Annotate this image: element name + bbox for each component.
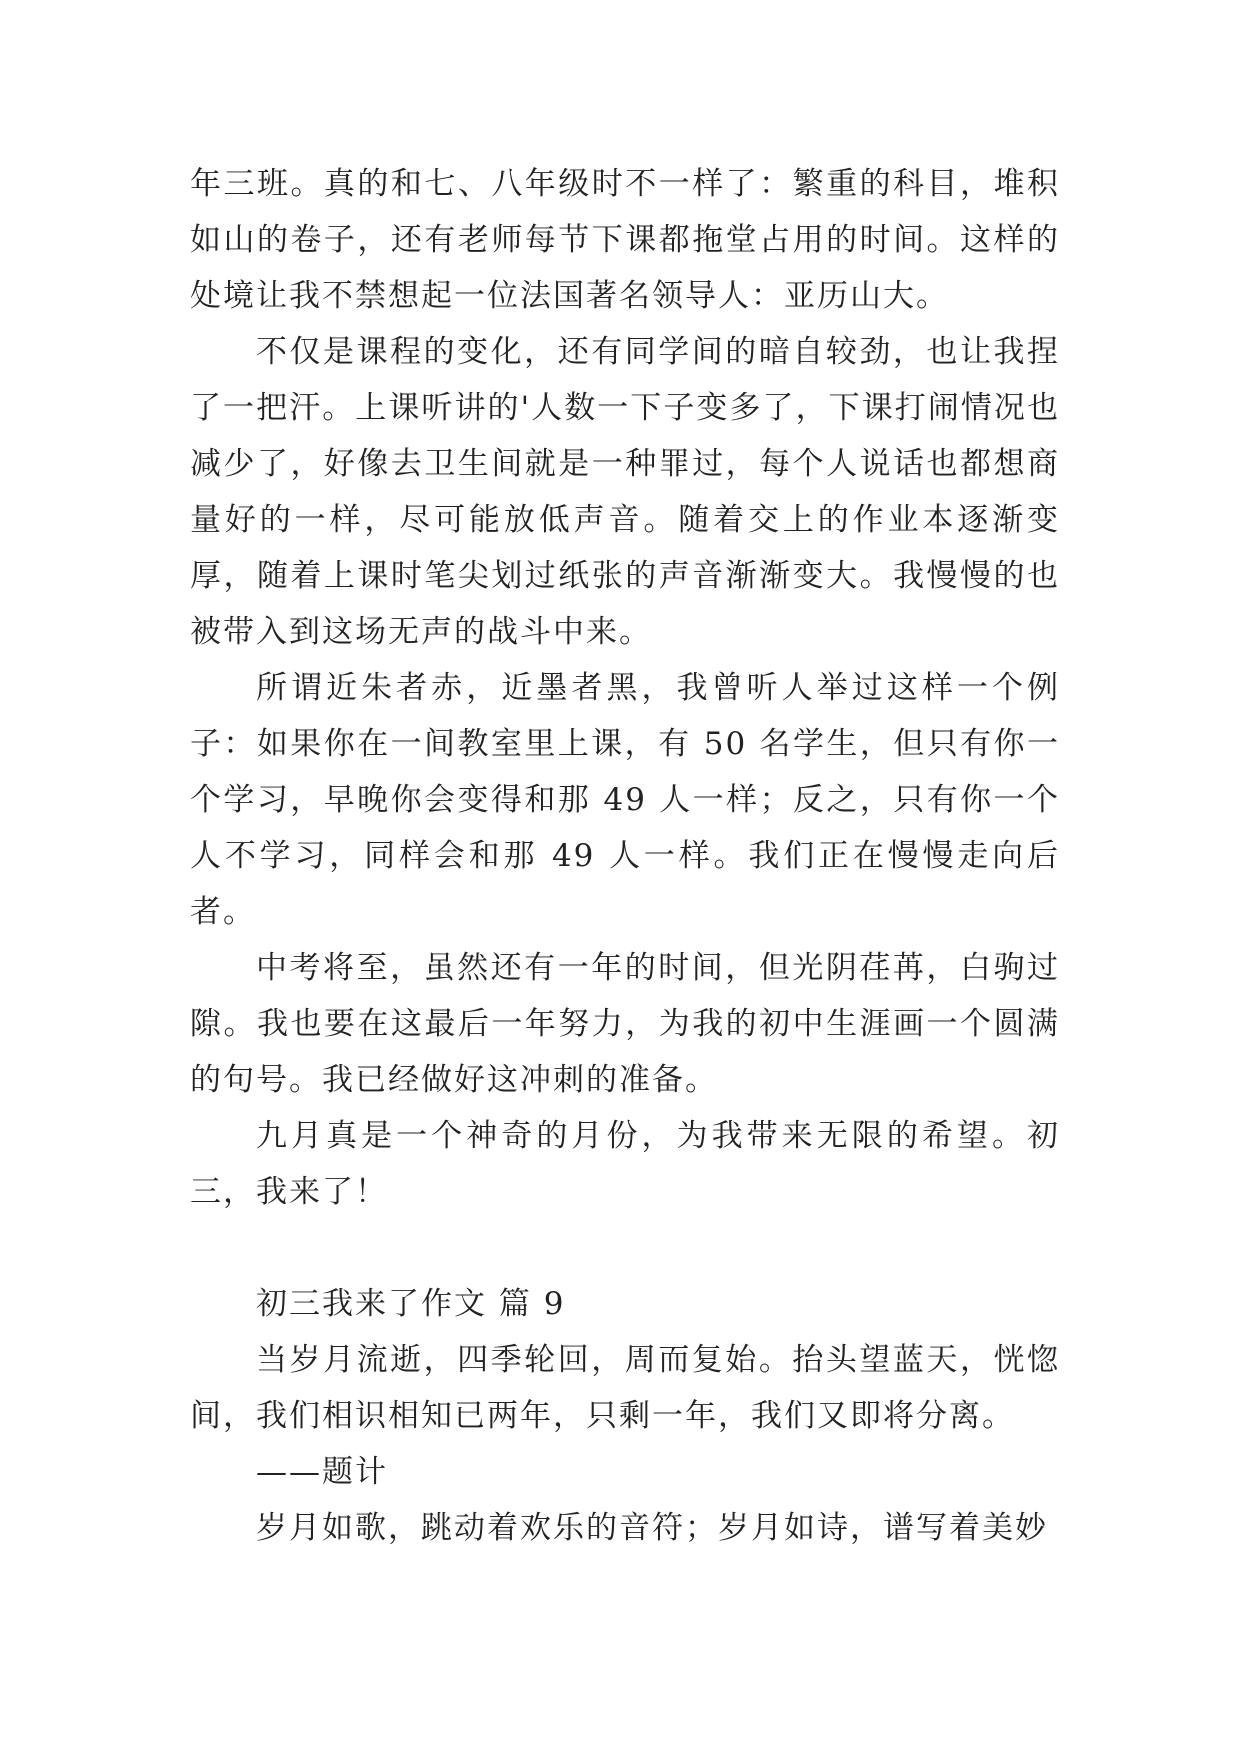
- paragraph-7: 岁月如歌，跳动着欢乐的音符；岁月如诗，谱写着美妙: [256, 1510, 1048, 1546]
- paragraph-5: 九月真是一个神奇的月份，为我带来无限的希望。初三，我来了！: [190, 1118, 1060, 1210]
- paragraph-4: 中考将至，虽然还有一年的时间，但光阴荏苒，白驹过隙。我也要在这最后一年努力，为我的初中生涯画一个圆满的句号。我已经做好这冲刺的准备。: [190, 950, 1060, 1098]
- paragraph-1: 年三班。真的和七、八年级时不一样了：繁重的科目，堆积如山的卷子，还有老师每节下课都拖堂占用的时间。这样的处境让我不禁想起一位法国著名领导人：亚历山大。: [190, 166, 1060, 314]
- paragraph-6: 当岁月流逝，四季轮回，周而复始。抬头望蓝天，恍惚间，我们相识相知已两年，只剩一年，我们又即将分离。: [190, 1342, 1060, 1434]
- section-title: 初三我来了作文 篇 9: [256, 1286, 566, 1322]
- paragraph-3: 所谓近朱者赤，近墨者黑，我曾听人举过这样一个例子：如果你在一间教室里上课，有 50 名学生，但只有你一个学习，早晚你会变得和那 49 人一样；反之，只有你一个人不学习，同样会和那 49 人一样。我们正在慢慢走向后者。: [190, 670, 1060, 930]
- inscription: ——题计: [256, 1454, 388, 1490]
- document-page: [190, 156, 1060, 1556]
- paragraph-2: 不仅是课程的变化，还有同学间的暗自较劲，也让我捏了一把汗。上课听讲的'人数一下子变多了，下课打闹情况也减少了，好像去卫生间就是一种罪过，每个人说话也都想商量好的一样，尽可能放低声音。随着交上的作业本逐渐变厚，随着上课时笔尖划过纸张的声音渐渐变大。我慢慢的也被带入到这场无声的战斗中来。: [190, 334, 1060, 650]
